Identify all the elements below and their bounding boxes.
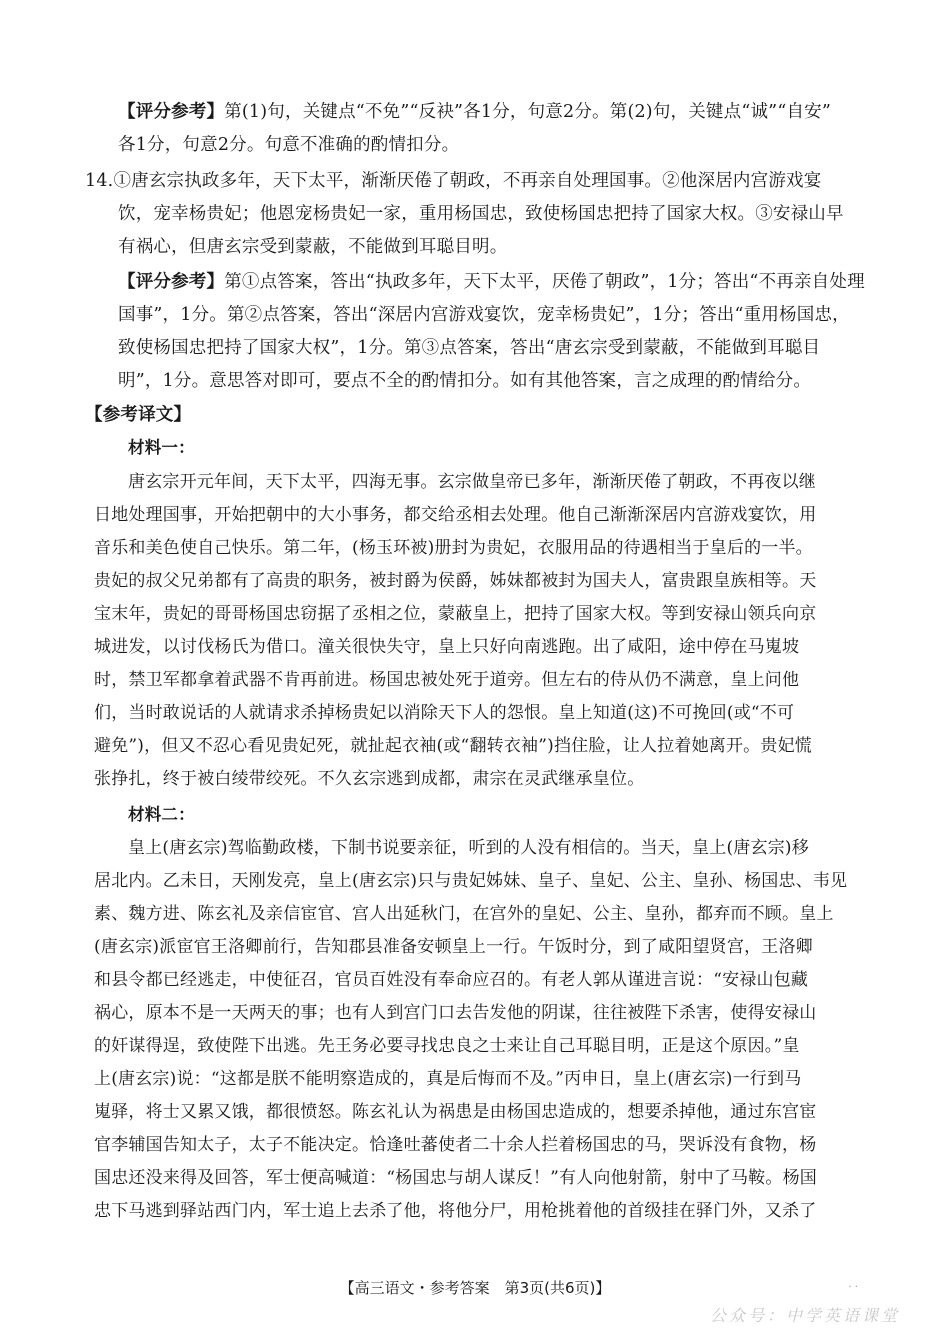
scoring-text: 第①点答案，答出“执政多年，天下太平，厌倦了朝政”，1分；答出“不再亲自处理 xyxy=(224,272,865,292)
material-one-title: 材料一： xyxy=(128,438,195,457)
material-one-line: 张挣扎，终于被白绫带绞死。不久玄宗逃到成都，肃宗在灵武继承皇位。 xyxy=(94,769,645,789)
page-footer: 【高三语文・参考答案 第3页(共6页)】 xyxy=(339,1279,611,1297)
material-two-title: 材料二： xyxy=(128,805,195,824)
translation-heading: 【参考译文】 xyxy=(85,405,192,425)
material-two-line: 官李辅国告知太子，太子不能决定。恰逢吐蕃使者二十余人拦着杨国忠的马，哭诉没有食物，杨 xyxy=(94,1135,817,1155)
footer-dots: · · xyxy=(848,1282,858,1293)
q14-scoring-line-2: 国事”，1分。第②点答案，答出“深居内宫游戏宴饮，宠幸杨贵妃”，1分；答出“重用杨国忠， xyxy=(118,305,850,325)
material-two-line: 嵬驿，将士又累又饿，都很愤怒。陈玄礼认为祸患是由杨国忠造成的，想要杀掉他，通过东宫宦 xyxy=(94,1102,817,1122)
material-one-line: 唐玄宗开元年间，天下太平，四海无事。玄宗做皇帝已多年，渐渐厌倦了朝政，不再夜以继 xyxy=(128,472,816,492)
material-two-line: 忠下马逃到驿站西门内，军士追上去杀了他，将他分尸，用枪挑着他的首级挂在驿门外，又杀了 xyxy=(94,1201,817,1221)
q14-scoring-line-1 xyxy=(118,270,865,294)
material-two-line: 素、魏方进、陈玄礼及亲信宦官、宫人出延秋门，在宫外的皇妃、公主、皇孙，都弃而不顾。皇上 xyxy=(94,904,834,924)
material-one-line: 避免”)，但又不忍心看见贵妃死，就扯起衣袖(或“翻转衣袖”)挡住脸，让人拉着她离开。贵妃慌 xyxy=(94,736,812,756)
material-two-line: (唐玄宗)派宦官王洛卿前行，告知郡县准备安顿皇上一行。午饭时分，到了咸阳望贤宫，王洛卿 xyxy=(94,937,813,957)
q13-scoring-line-2: 各1分，句意2分。句意不准确的酌情扣分。 xyxy=(118,135,460,155)
q14-answer-line-1 xyxy=(85,169,821,193)
watermark: 公众号：中学英语课堂 xyxy=(709,1306,900,1325)
scoring-label: 【评分参考】 xyxy=(118,102,225,122)
material-one-line: 贵妃的叔父兄弟都有了高贵的职务，被封爵为侯爵，姊妹都被封为国夫人，富贵跟皇族相等。天 xyxy=(94,571,817,591)
material-one-line: 时，禁卫军都拿着武器不肯再前进。杨国忠被处死于道旁。但左右的侍从仍不满意，皇上问他 xyxy=(94,670,800,690)
material-one-line: 们，当时敢说话的人就请求杀掉杨贵妃以消除天下人的怨恨。皇上知道(这)不可挽回(或“不可 xyxy=(94,703,795,723)
material-one-line: 音乐和美色使自己快乐。第二年，(杨玉环被)册封为贵妃，衣服用品的待遇相当于皇后的一半。 xyxy=(94,538,813,558)
q14-scoring-line-4: 明”，1分。意思答对即可，要点不全的酌情扣分。如有其他答案，言之成理的酌情给分。 xyxy=(118,371,812,391)
material-two-line: 的奸谋得逞，致使陛下出逃。先王务必要寻找忠良之士来让自己耳聪目明，正是这个原因。”皇 xyxy=(94,1036,800,1056)
material-two-line: 祸心，原本不是一天两天的事；也有人到宫门口去告发他的阴谋，往往被陛下杀害，使得安禄山 xyxy=(94,1003,817,1023)
material-two-line: 和县令都已经逃走，中使征召，官员百姓没有奉命应召的。有老人郭从谨进言说：“安禄山包藏 xyxy=(94,970,809,990)
q14-answer-line-3: 有祸心，但唐玄宗受到蒙蔽，不能做到耳聪目明。 xyxy=(118,237,508,257)
material-two-line: 皇上(唐玄宗)驾临勤政楼，下制书说要亲征，听到的人没有相信的。当天，皇上(唐玄宗)移 xyxy=(128,838,809,858)
material-one-line: 城进发，以讨伐杨氏为借口。潼关很快失守，皇上只好向南逃跑。出了咸阳，途中停在马嵬坡 xyxy=(94,637,800,657)
q14-answer-line-2: 饮，宠幸杨贵妃；他恩宠杨贵妃一家，重用杨国忠，致使杨国忠把持了国家大权。③安禄山早 xyxy=(118,204,844,224)
scoring-text: 第(1)句，关键点“不免”“反袂”各1分，句意2分。第(2)句，关键点“诚”“自安” xyxy=(224,102,832,122)
answer-text: ①唐玄宗执政多年，天下太平，渐渐厌倦了朝政，不再亲自处理国事。②他深居内宫游戏宴 xyxy=(113,171,822,191)
material-two-line: 居北内。乙未日，天刚发亮，皇上(唐玄宗)只与贵妃姊妹、皇子、皇妃、公主、皇孙、杨国忠、韦见 xyxy=(94,871,848,891)
question-number: 14. xyxy=(85,171,114,191)
material-one-line: 日地处理国事，开始把朝中的大小事务，都交给丞相去处理。他自己渐渐深居内宫游戏宴饮，用 xyxy=(94,505,817,525)
q13-scoring-line-1 xyxy=(118,100,831,124)
q14-scoring-line-3: 致使杨国忠把持了国家大权”，1分。第③点答案，答出“唐玄宗受到蒙蔽，不能做到耳聪目 xyxy=(118,338,821,358)
material-two-line: 国忠还没来得及回答，军士便高喊道：“杨国忠与胡人谋反！”有人向他射箭，射中了马鞍。杨国 xyxy=(94,1168,817,1188)
scoring-label: 【评分参考】 xyxy=(118,272,225,292)
material-one-line: 宝末年，贵妃的哥哥杨国忠窃据了丞相之位，蒙蔽皇上，把持了国家大权。等到安禄山领兵向京 xyxy=(94,604,817,624)
material-two-line: 上(唐玄宗)说：“这都是朕不能明察造成的，真是后悔而不及。”丙申日，皇上(唐玄宗)一行到马 xyxy=(94,1069,802,1089)
